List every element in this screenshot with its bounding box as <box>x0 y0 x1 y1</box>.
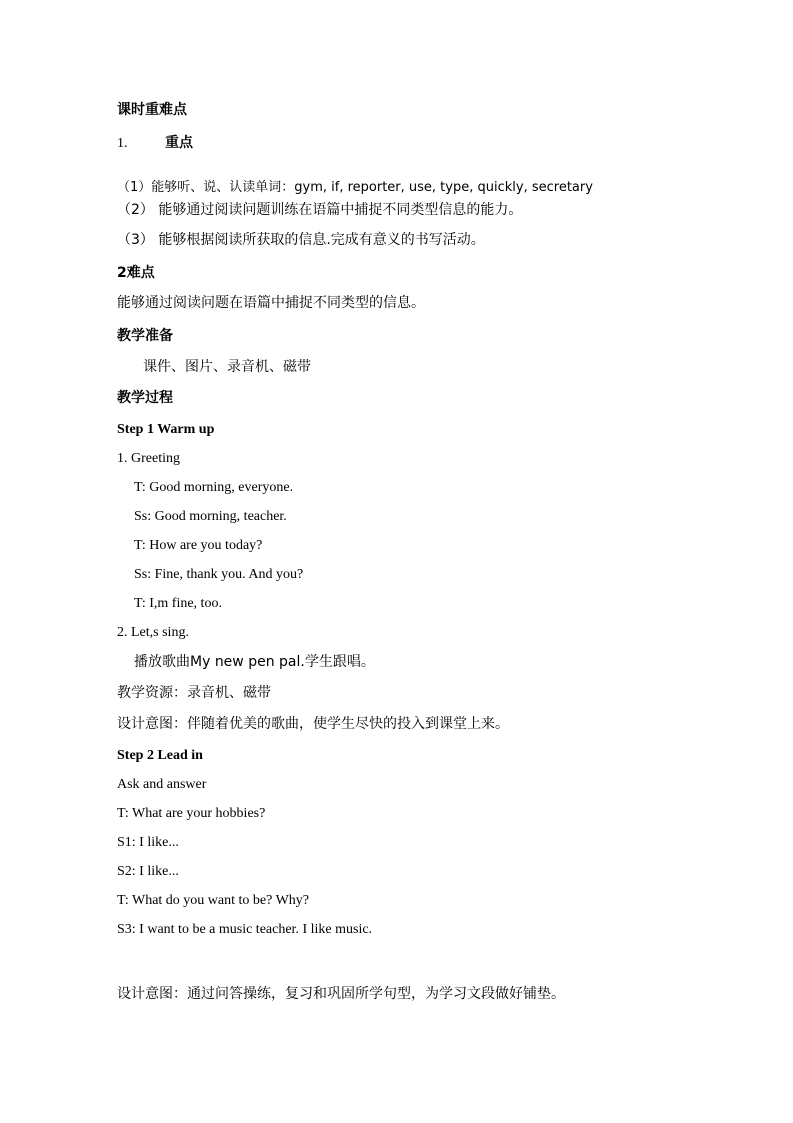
step1-item-greeting: 1. Greeting <box>117 451 180 466</box>
step1-dialogue-line: T: I,m fine, too. <box>134 596 222 611</box>
step1-resource: 教学资源：录音机、磁带 <box>117 685 271 701</box>
step2-title: Step 2 Lead in <box>117 748 203 763</box>
step2-dialogue-line: S2: I like... <box>117 864 179 879</box>
focus-heading-row <box>117 134 193 153</box>
step1-item-sing: 2. Let,s sing. <box>117 625 189 640</box>
focus-item-3: （3） 能够根据阅读所获取的信息.完成有意义的书写活动。 <box>117 232 485 248</box>
step1-dialogue-line: T: How are you today? <box>134 538 263 553</box>
step1-song-line: 播放歌曲My new pen pal.学生跟唱。 <box>134 654 375 670</box>
focus-number: 1. <box>117 136 128 151</box>
step1-dialogue-line: Ss: Fine, thank you. And you? <box>134 567 304 582</box>
process-heading: 教学过程 <box>117 390 173 406</box>
keypoints-heading: 课时重难点 <box>117 102 187 118</box>
step1-intent: 设计意图：伴随着优美的歌曲，使学生尽快的投入到课堂上来。 <box>117 716 509 732</box>
step2-dialogue-line: T: What do you want to be? Why? <box>117 893 310 908</box>
step2-subtitle: Ask and answer <box>117 777 207 792</box>
difficulty-text: 能够通过阅读问题在语篇中捕捉不同类型的信息。 <box>117 295 425 311</box>
step2-dialogue-line: T: What are your hobbies? <box>117 806 266 821</box>
focus-item-2: （2） 能够通过阅读问题训练在语篇中捕捉不同类型信息的能力。 <box>117 202 523 218</box>
prep-text: 课件、图片、录音机、磁带 <box>143 359 311 375</box>
step2-intent: 设计意图：通过问答操练，复习和巩固所学句型，为学习文段做好铺垫。 <box>117 986 565 1002</box>
step1-title: Step 1 Warm up <box>117 422 215 437</box>
difficulty-heading: 2难点 <box>117 265 155 281</box>
step2-dialogue-line: S1: I like... <box>117 835 179 850</box>
step2-dialogue-line: S3: I want to be a music teacher. I like music. <box>117 922 373 937</box>
prep-heading: 教学准备 <box>117 328 173 344</box>
focus-heading: 重点 <box>165 135 193 151</box>
step1-dialogue-line: T: Good morning, everyone. <box>134 480 294 495</box>
focus-item-1: （1）能够听、说、认读单词：gym, if, reporter, use, type, quickly, secretary <box>117 180 593 195</box>
step1-dialogue-line: Ss: Good morning, teacher. <box>134 509 287 524</box>
